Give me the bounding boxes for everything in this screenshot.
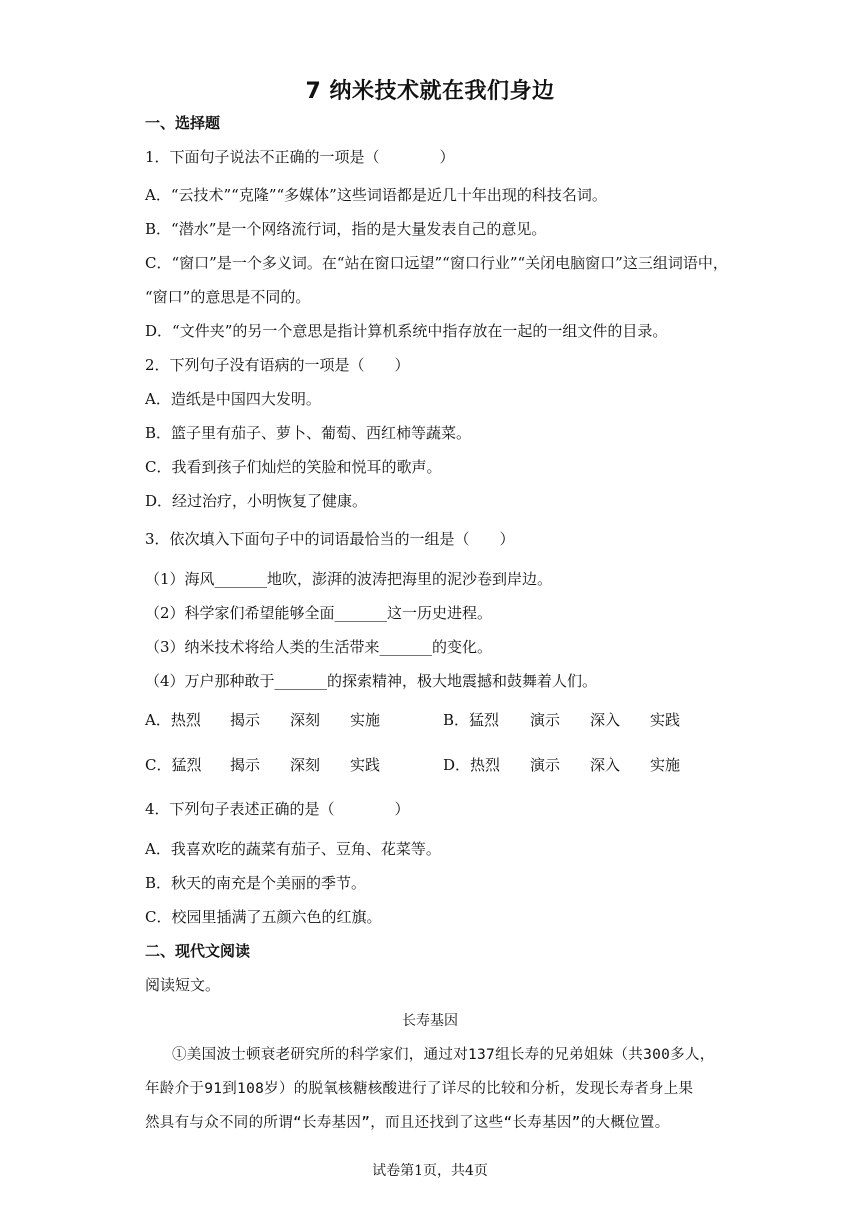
question-1-option-c-line1: C．“窗口”是一个多义词。在“站在窗口远望”“窗口行业”“关闭电脑窗口”这三组词语中， [145,254,728,272]
passage-paragraph-1-line-3: 然具有与众不同的所谓“长寿基因”，而且还找到了这些“长寿基因”的大概位置。 [145,1115,670,1131]
option-d-word-3: 深入 [590,756,621,774]
question-2-option-c: C．我看到孩子们灿烂的笑脸和悦耳的歌声。 [145,458,442,476]
question-1-option-b: B．“潜水”是一个网络流行词，指的是大量发表自己的意见。 [145,220,547,238]
page-title: 7 纳米技术就在我们身边 [305,79,555,104]
question-2-stem: 2．下列句子没有语病的一项是（ ） [145,356,410,374]
section-heading-choice: 一、选择题 [145,114,221,132]
question-3-options-row-2 [145,754,745,776]
option-a-word-2: 揭示 [230,711,261,729]
reading-instruction: 阅读短文。 [145,976,221,994]
question-2-option-d: D．经过治疗，小明恢复了健康。 [145,492,368,510]
question-4-option-a: A．我喜欢吃的蔬菜有茄子、豆角、花菜等。 [145,840,441,858]
option-c-word-2: 揭示 [230,756,261,774]
question-3-options-row-1 [145,709,745,731]
page-footer: 试卷第1页，共4页 [372,1163,488,1179]
question-1-option-d: D．“文件夹”的另一个意思是指计算机系统中指存放在一起的一组文件的目录。 [145,322,668,340]
option-b-word-1: B．猛烈 [443,711,500,729]
passage-paragraph-1-line-1: ①美国波士顿衰老研究所的科学家们，通过对137组长寿的兄弟姐妹（共300多人， [172,1047,715,1063]
option-a-word-4: 实施 [350,711,381,729]
option-c-word-3: 深刻 [290,756,321,774]
question-4-option-c: C．校园里插满了五颜六色的红旗。 [145,908,382,926]
question-4-stem: 4．下列句子表述正确的是（ ） [145,800,410,818]
passage-paragraph-1-line-2: 年龄介于91到108岁）的脱氧核糖核酸进行了详尽的比较和分析，发现长寿者身上果 [145,1081,694,1097]
question-3-sentence-1: （1）海风_______地吹，澎湃的波涛把海里的泥沙卷到岸边。 [145,570,553,588]
option-c-word-4: 实践 [350,756,381,774]
option-a-word-3: 深刻 [290,711,321,729]
option-d-word-2: 演示 [530,756,561,774]
question-1-stem: 1．下面句子说法不正确的一项是（ ） [145,148,455,166]
option-b-word-3: 深入 [590,711,621,729]
question-4-option-b: B．秋天的南充是个美丽的季节。 [145,874,367,892]
option-a-word-1: A．热烈 [145,711,201,729]
question-2-option-b: B．篮子里有茄子、萝卜、葡萄、西红柿等蔬菜。 [145,424,472,442]
question-3-stem: 3．依次填入下面句子中的词语最恰当的一组是（ ） [145,530,515,548]
option-c-word-1: C．猛烈 [145,756,202,774]
option-d-word-4: 实施 [650,756,681,774]
question-1-option-a: A．“云技术”“克隆”“多媒体”这些词语都是近几十年出现的科技名词。 [145,186,607,204]
question-3-sentence-4: （4）万户那种敢于_______的探索精神，极大地震撼和鼓舞着人们。 [145,672,598,690]
option-d-word-1: D．热烈 [443,756,501,774]
question-3-sentence-2: （2）科学家们希望能够全面_______这一历史进程。 [145,604,493,622]
question-1-option-c-line2: “窗口”的意思是不同的。 [145,288,311,306]
section-heading-reading: 二、现代文阅读 [145,942,251,960]
question-3-sentence-3: （3）纳米技术将给人类的生活带来_______的变化。 [145,638,493,656]
option-b-word-4: 实践 [650,711,681,729]
question-2-option-a: A．造纸是中国四大发明。 [145,390,321,408]
passage-title: 长寿基因 [402,1013,458,1029]
option-b-word-2: 演示 [530,711,561,729]
